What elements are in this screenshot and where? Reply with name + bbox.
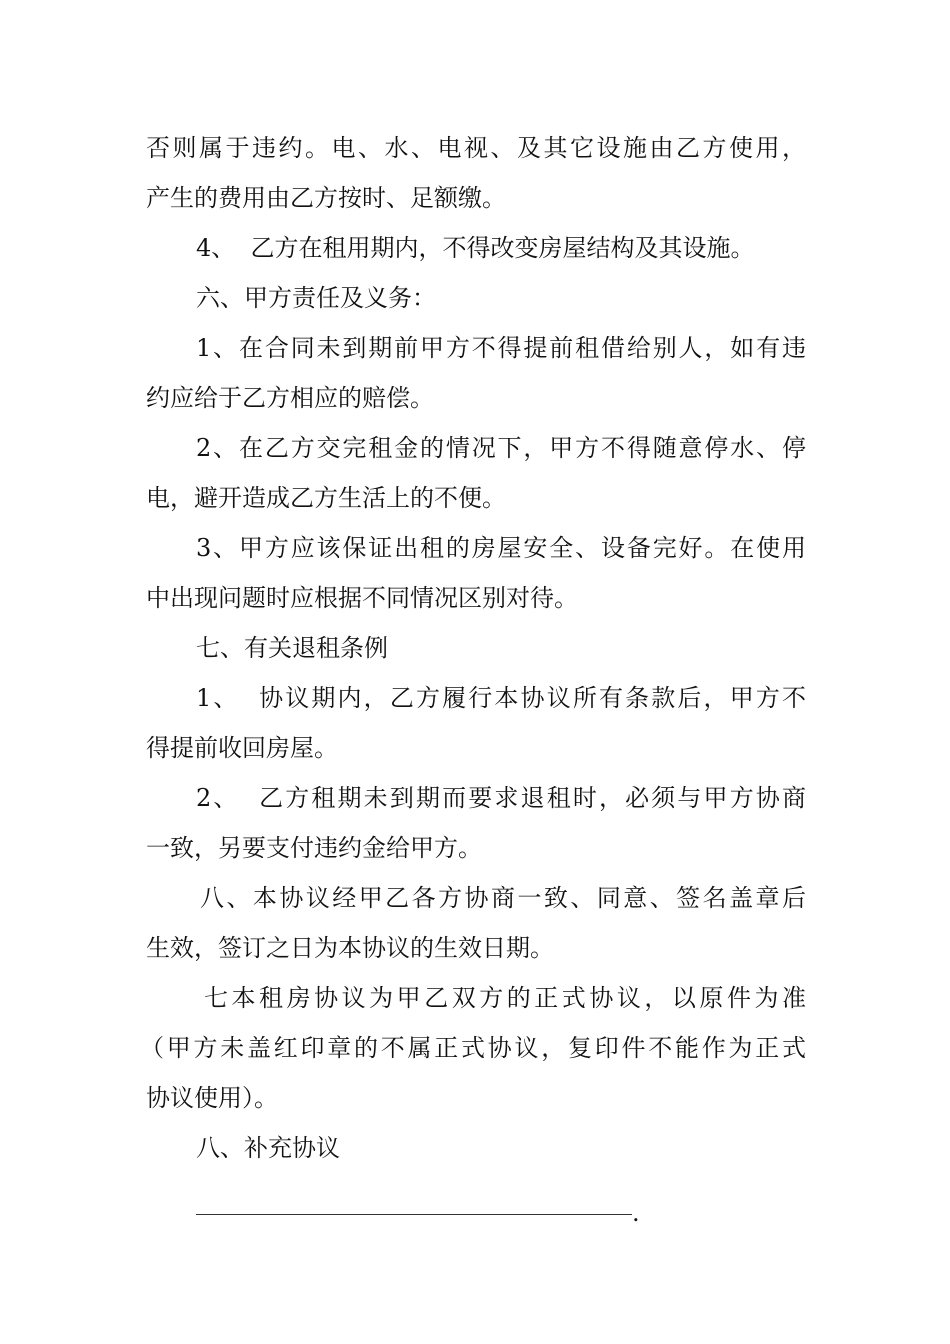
paragraph-line: 得提前收回房屋。 (146, 734, 338, 762)
clause-7-2: 2、 乙方租期未到期而要求退租时，必须与甲方协商 (196, 784, 806, 812)
paragraph-line: 电，避开造成乙方生活上的不便。 (146, 484, 506, 512)
clause-7-1: 1、 协议期内，乙方履行本协议所有条款后，甲方不 (196, 684, 806, 712)
paragraph-line: 否则属于违约。电、水、电视、及其它设施由乙方使用， (146, 134, 806, 162)
section-heading-supplement: 八、补充协议 (196, 1134, 340, 1162)
paragraph-line: 一致，另要支付违约金给甲方。 (146, 834, 482, 862)
blank-line-period: . (632, 1199, 640, 1227)
blank-rule (196, 1214, 632, 1215)
paragraph-line: （甲方未盖红印章的不属正式协议，复印件不能作为正式 (140, 1034, 806, 1062)
supplement-blank-line (196, 1198, 640, 1228)
section-heading-7: 七、有关退租条例 (196, 634, 388, 662)
section-heading-6: 六、甲方责任及义务： (196, 284, 436, 312)
section-heading-8: 八、本协议经甲乙各方协商一致、同意、签名盖章后 (200, 884, 806, 912)
clause-6-3: 3、甲方应该保证出租的房屋安全、设备完好。在使用 (196, 534, 806, 562)
contract-validity-clause: 七本租房协议为甲乙双方的正式协议，以原件为准 (204, 984, 806, 1012)
paragraph-line: 约应给于乙方相应的赔偿。 (146, 384, 434, 412)
paragraph-line: 协议使用）。 (146, 1084, 278, 1112)
clause-4: 4、 乙方在租用期内，不得改变房屋结构及其设施。 (196, 234, 755, 262)
paragraph-line: 中出现问题时应根据不同情况区别对待。 (146, 584, 578, 612)
paragraph-line: 产生的费用由乙方按时、足额缴。 (146, 184, 506, 212)
paragraph-line: 生效，签订之日为本协议的生效日期。 (146, 934, 554, 962)
clause-6-1: 1、在合同未到期前甲方不得提前租借给别人，如有违 (196, 334, 806, 362)
clause-6-2: 2、在乙方交完租金的情况下，甲方不得随意停水、停 (196, 434, 806, 462)
